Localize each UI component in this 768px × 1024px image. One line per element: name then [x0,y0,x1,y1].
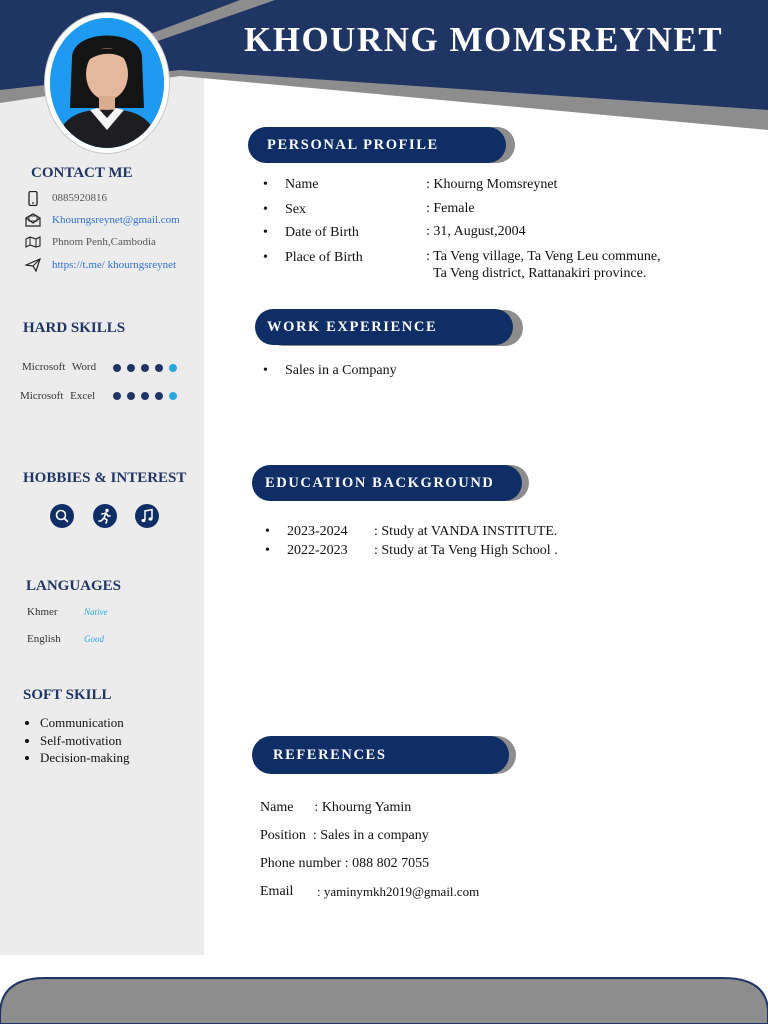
profile-value-continued: Ta Veng district, Rattanakiri province. [433,266,647,281]
send-icon [24,258,42,272]
rating-dot [155,392,163,400]
contact-heading: CONTACT ME [31,165,133,181]
personal-profile-banner [248,127,515,163]
education-years: 2023-2024 [287,524,348,539]
contact-address [24,235,156,249]
search-icon [50,504,74,528]
rating-dot [169,392,177,400]
candidate-name: KHOURNG MOMSREYNET [244,20,724,59]
hard-skills-heading: HARD SKILLS [23,320,126,336]
references-banner [252,736,516,774]
languages-heading: LANGUAGES [26,578,122,594]
profile-value: : Khourng Momsreynet [426,177,558,192]
profile-value: : 31, August,2004 [426,224,526,239]
rating-dot [141,364,149,372]
soft-skill-list [22,714,130,767]
reference-position: Position : Sales in a company [260,828,429,843]
list-item: • Communication [40,714,130,732]
profile-value: : Female [426,201,475,216]
rating-dot [169,364,177,372]
education-banner [252,465,529,501]
rating-dot [127,392,135,400]
rating-dot [113,392,121,400]
map-icon [24,235,42,249]
phone-icon [24,191,42,205]
section-title: PERSONAL PROFILE [248,127,506,163]
profile-label: Place of Birth [285,250,363,265]
language-level: Native [84,607,108,617]
email-link[interactable]: Khourngsreynet@gmail.com [52,214,180,226]
skill-rating [113,392,177,400]
reference-email-label: Email [260,884,294,899]
contact-telegram[interactable] [24,258,176,272]
profile-label: Name [285,177,319,192]
avatar [50,18,164,148]
telegram-link[interactable]: https://t.me/ khourngsreynet [52,259,177,271]
reference-email-link[interactable]: : yaminymkh2019@gmail.com [317,884,480,899]
education-text: : Study at Ta Veng High School . [374,543,558,558]
skill-label: Microsoft Word [22,361,97,373]
rating-dot [127,364,135,372]
address-text: Phnom Penh,Cambodia [52,236,156,248]
profile-label: Sex [285,202,306,217]
language-level: Good [84,634,104,644]
reference-phone: Phone number : 088 802 7055 [260,856,430,871]
music-note-icon [135,504,159,528]
soft-skill-heading: SOFT SKILL [23,687,112,703]
education-text: : Study at VANDA INSTITUTE. [374,524,558,539]
language-name: Khmer [27,606,58,618]
skill-label: Microsoft Excel [20,390,96,402]
footer-band [0,975,768,1024]
skill-rating [113,364,177,372]
section-title: REFERENCES [252,736,509,774]
rating-dot [155,364,163,372]
section-title: WORK EXPERIENCE [255,309,513,345]
profile-value: : Ta Veng village, Ta Veng Leu commune, [426,249,661,264]
running-icon [93,504,117,528]
section-title: EDUCATION BACKGROUND [252,465,522,501]
phone-text: 0885920816 [52,192,107,204]
mail-icon [24,213,42,227]
profile-label: Date of Birth [285,225,359,240]
list-item: • Self-motivation [40,732,130,750]
list-item: • Decision-making [40,749,130,767]
reference-name: Name : Khourng Yamin [260,800,412,815]
rating-dot [113,364,121,372]
rating-dot [141,392,149,400]
work-experience-banner [255,310,523,346]
work-text: Sales in a Company [285,363,397,378]
contact-email[interactable] [24,213,180,227]
hobbies-heading: HOBBIES & INTEREST [23,470,187,486]
language-name: English [27,633,61,645]
education-years: 2022-2023 [287,543,348,558]
contact-phone [24,191,107,205]
